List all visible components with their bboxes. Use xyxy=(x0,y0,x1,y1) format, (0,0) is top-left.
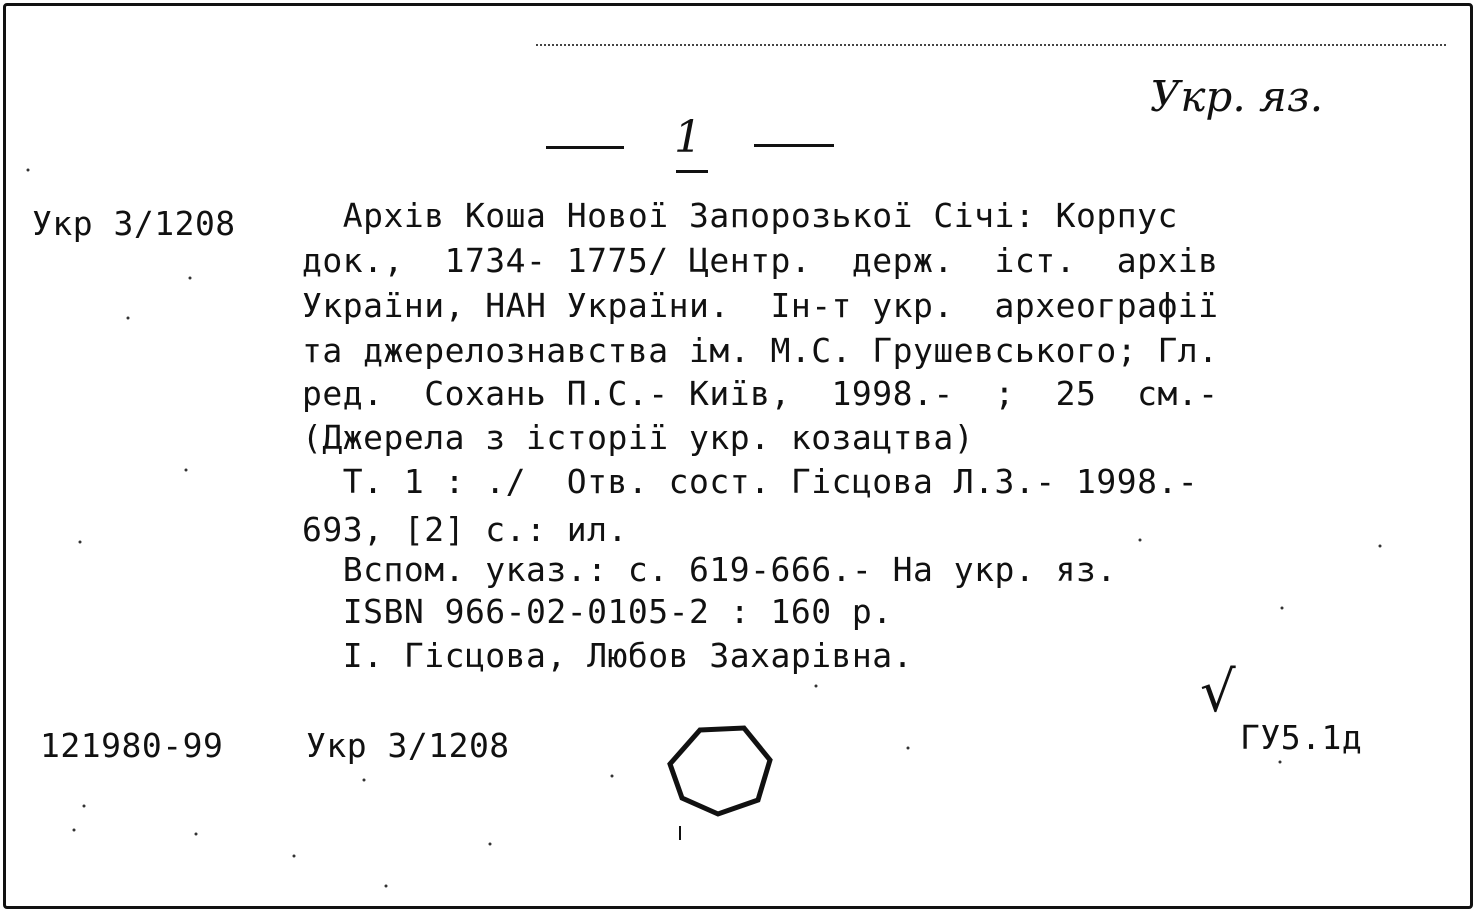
card-number: 1 xyxy=(674,112,702,163)
entry-line: України, НАН України. Ін-т укр. археографії xyxy=(302,286,1219,325)
call-number-bottom: Укр 3/1208 xyxy=(306,726,510,765)
entry-line: Т. 1 : ./ Отв. сост. Гісцова Л.З.- 1998.- xyxy=(302,462,1199,501)
entry-line: та джерелознавства ім. М.С. Грушевського; Гл. xyxy=(302,331,1219,370)
accession-number: 121980-99 xyxy=(40,726,224,765)
classification-code: ГУ5.1д xyxy=(1240,718,1363,757)
handwritten-language-note: Укр. яз. xyxy=(1150,72,1324,121)
entry-line: I. Гісцова, Любов Захарівна. xyxy=(302,636,914,675)
call-number-top: Укр 3/1208 xyxy=(32,204,236,243)
entry-line: (Джерела з історії укр. козацтва) xyxy=(302,418,975,457)
entry-line: 693, [2] с.: ил. xyxy=(302,510,628,549)
entry-line: Вспом. указ.: с. 619-666.- На укр. яз. xyxy=(302,550,1117,589)
scan-specks xyxy=(27,169,1382,888)
entry-line: ISBN 966-02-0105-2 : 160 р. xyxy=(302,592,893,631)
entry-line: док., 1734- 1775/ Центр. держ. іст. архів xyxy=(302,241,1219,280)
check-mark: √ xyxy=(1200,660,1236,725)
entry-line: ред. Сохань П.С.- Київ, 1998.- ; 25 см.- xyxy=(302,374,1219,413)
punch-hole-ring xyxy=(670,728,770,814)
entry-line: Архів Коша Нової Запорозької Січі: Корпус xyxy=(302,196,1178,235)
